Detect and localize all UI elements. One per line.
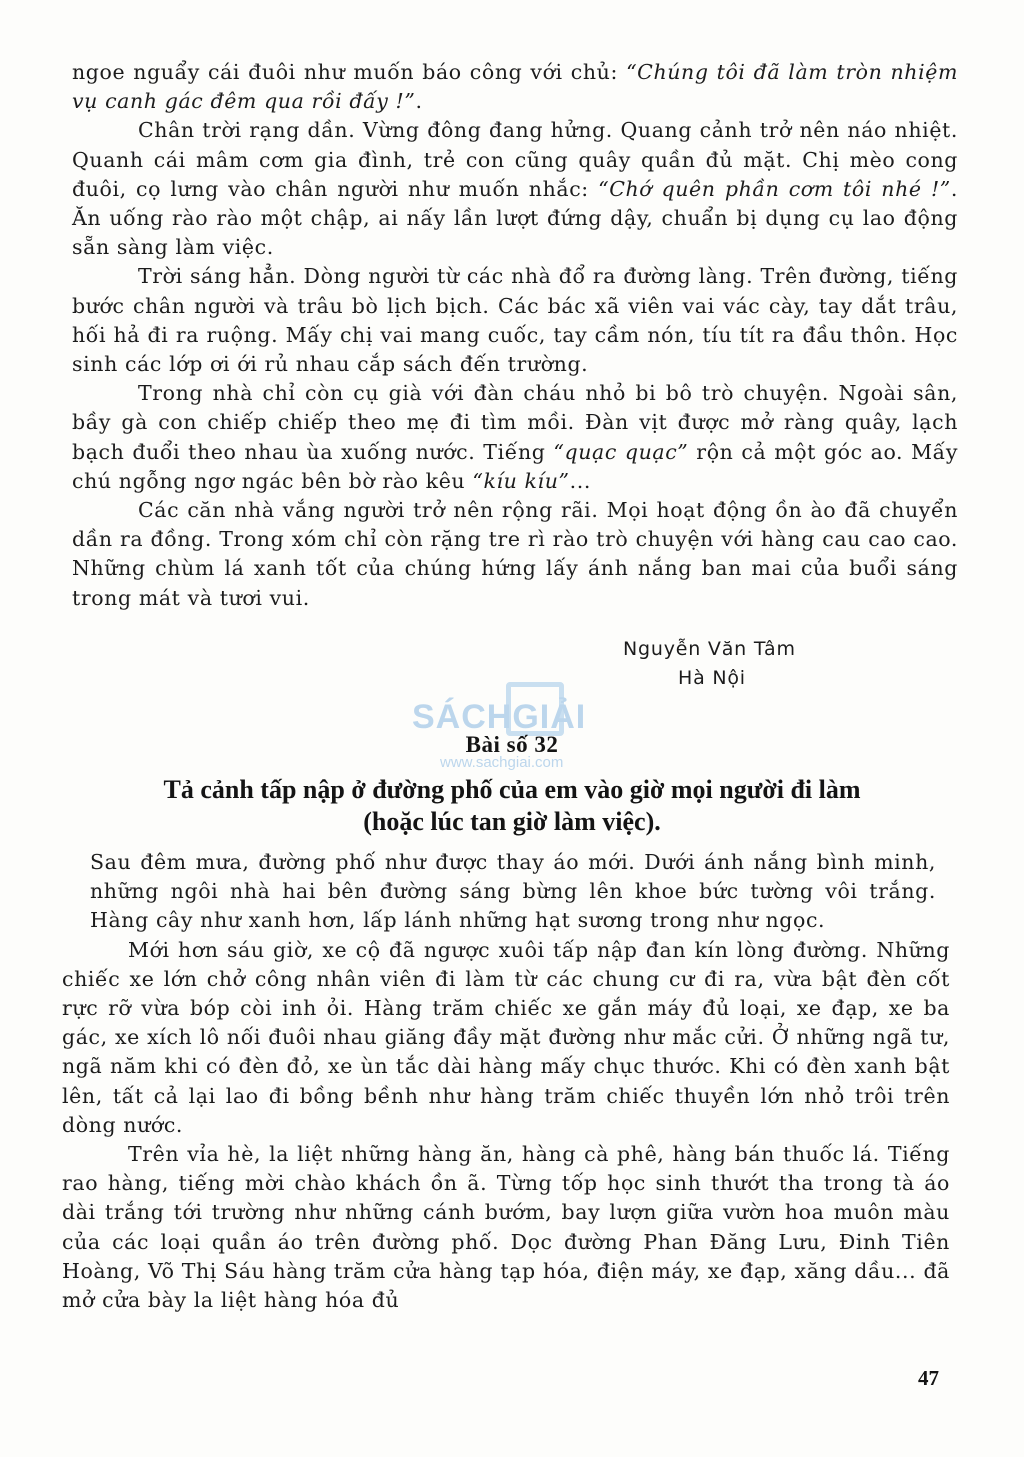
paragraph-2: Chân trời rạng dần. Vừng đông đang hửng. Quang cảnh trở nên náo nhiệt. Quanh cái mâm cơm gia đình, trẻ con cũng quây quần đủ mặt. Chị mèo cong đuôi, cọ lưng vào chân người như muốn nhắc: “Chớ quên phần cơm tôi nhé !”. Ăn uống rào rào một chập, ai nấy lần lượt đứng dậy, chuẩn bị dụng cụ lao động sẵn sàng làm việc. bbox=[72, 118, 958, 260]
author-name: Nguyễn Văn Tâm bbox=[623, 638, 796, 660]
lesson-title bbox=[90, 774, 934, 838]
paragraph-7: Mới hơn sáu giờ, xe cộ đã ngược xuôi tấp nập đan kín lòng đường. Những chiếc xe lớn chở công nhân viên đi làm từ các chung cư đi ra, vừa bật đèn cốt rực rỡ vừa bóp còi inh ỏi. Hàng trăm chiếc xe gắn máy đủ loại, xe đạp, xe ba gác, xe xích lô nối đuôi nhau giăng đầy mặt đường như mắc cửi. Ở những ngã tư, ngã năm khi có đèn đỏ, xe ùn tắc dài hàng mấy chục thước. Khi có đèn xanh bật lên, tất cả lại lao đi bồng bềnh như hàng trăm chiếc thuyền lớn nhỏ trôi trên dòng nước. bbox=[62, 937, 950, 1137]
paragraph-4: Trong nhà chỉ còn cụ già với đàn cháu nhỏ bi bô trò chuyện. Ngoài sân, bầy gà con chiếp chiếp theo mẹ đi tìm mồi. Đàn vịt được mở ràng quây, lạch bạch đuổi theo nhau ùa xuống nước. Tiếng “quạc quạc” rộn cả một góc ao. Mấy chú ngỗng ngơ ngác bên bờ rào kêu “kíu kíu”... bbox=[72, 381, 958, 493]
author-place: Hà Nội bbox=[678, 667, 746, 689]
paragraph-6: Sau đêm mưa, đường phố như được thay áo mới. Dưới ánh nắng bình minh, những ngôi nhà hai bên đường sáng bừng lên khoe bức tường vôi trắng. Hàng cây như xanh hơn, lấp lánh những hạt sương trong như ngọc. bbox=[90, 850, 936, 933]
quote-dog: “Chúng tôi đã làm tròn nhiệm vụ canh gác đêm qua rồi đấy !” bbox=[72, 60, 958, 114]
page-number: 47 bbox=[918, 1366, 939, 1390]
lesson-title-line-2: (hoặc lúc tan giờ làm việc). bbox=[363, 807, 661, 836]
quote-ducks: “quạc quạc” bbox=[553, 439, 689, 464]
paragraph-8: Trên vỉa hè, la liệt những hàng ăn, hàng cà phê, hàng bán thuốc lá. Tiếng rao hàng, tiếng mời chào khách ồn ã. Từng tốp học sinh thướt tha trong tà áo dài trắng tới trường như những cánh bướm, bay lượn giữa vườn hoa muôn màu của các loại quần áo trên đường phố. Dọc đường Phan Đăng Lưu, Đinh Tiên Hoàng, Võ Thị Sáu hàng trăm cửa hàng tạp hóa, điện máy, xe đạp, xăng dầu... đã mở cửa bày la liệt hàng hóa đủ bbox=[62, 1142, 950, 1313]
watermark-frame-icon bbox=[506, 682, 564, 736]
passage-one bbox=[72, 58, 958, 613]
quote-cat: “Chớ quên phần cơm tôi nhé !” bbox=[598, 176, 951, 201]
quote-geese: “kíu kíu” bbox=[472, 468, 570, 493]
paragraph-1: ngoe nguẩy cái đuôi như muốn báo công với chủ: “Chúng tôi đã làm tròn nhiệm vụ canh gác đêm qua rồi đấy !”. bbox=[72, 60, 958, 114]
lesson-number: Bài số 32 bbox=[465, 732, 559, 757]
watermark-logo bbox=[410, 682, 620, 778]
watermark-brand: SÁCHGIẢI bbox=[412, 698, 587, 736]
paragraph-5: Các căn nhà vắng người trở nên rộng rãi. Mọi hoạt động ồn ào đã chuyển dần ra đồng. Trong xóm chỉ còn rặng tre rì rào trò chuyện với hàng cau cao cao. Những chùm lá xanh tốt của chúng hứng lấy ánh nắng ban mai của buổi sáng trong mát và tươi vui. bbox=[72, 498, 958, 610]
watermark-url: www.sachgiai.com bbox=[440, 754, 564, 771]
paragraph-3: Trời sáng hẳn. Dòng người từ các nhà đổ ra đường làng. Trên đường, tiếng bước chân người và trâu bò lịch bịch. Các bác xã viên vai vác cày, tay dắt trâu, hối hả đi ra ruộng. Mấy chị vai mang cuốc, tay cầm nón, tíu tít ra đầu thôn. Học sinh các lớp ơi ới rủ nhau cắp sách đến trường. bbox=[72, 264, 958, 377]
lesson-title-line-1: Tả cảnh tấp nập ở đường phố của em vào giờ mọi người đi làm bbox=[163, 775, 861, 804]
passage-two bbox=[62, 848, 950, 1315]
